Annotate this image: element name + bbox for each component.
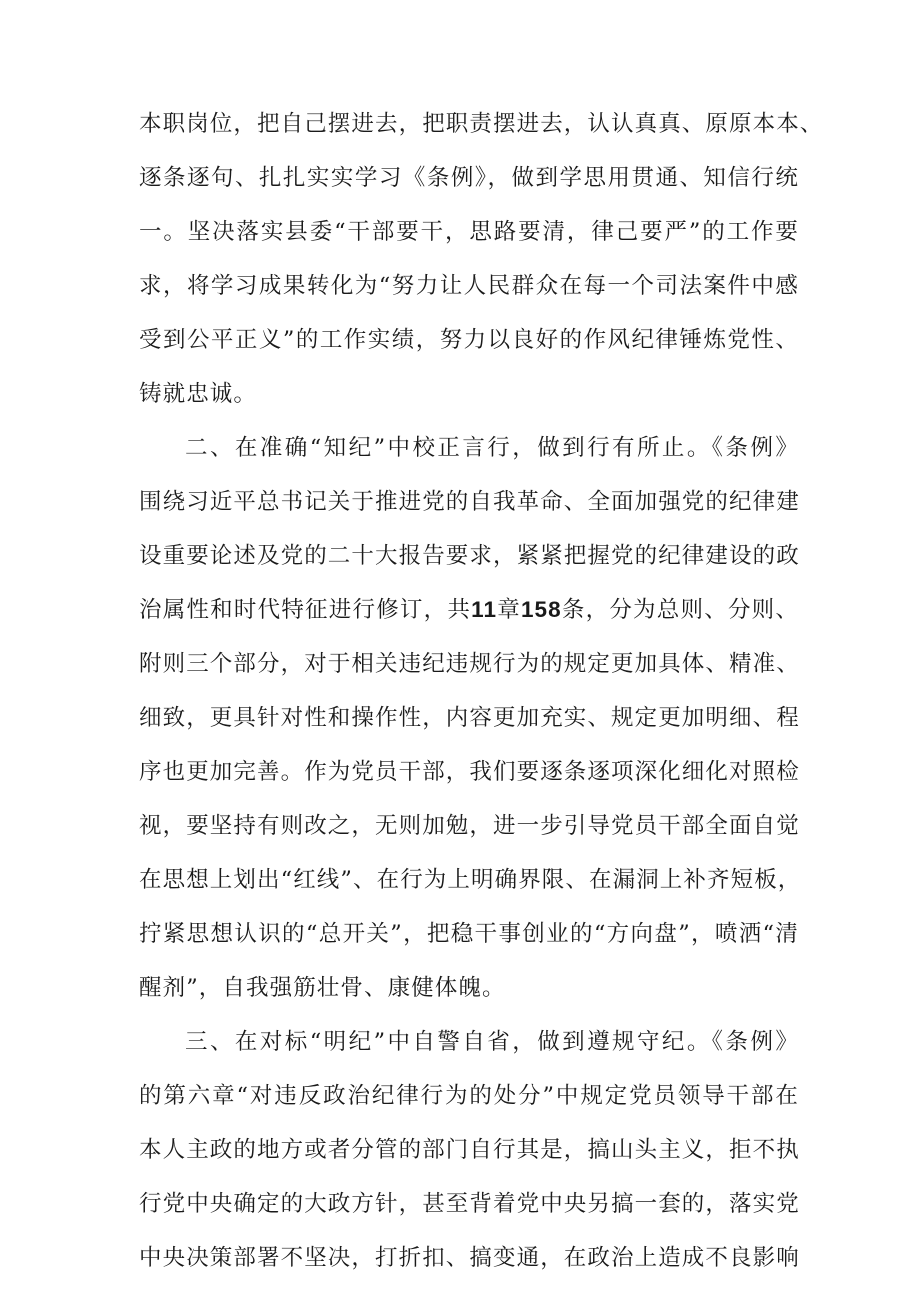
text-line: 醒剂”，自我强筋壮骨、康健体魄。 [139, 975, 506, 1001]
text-line: 拧紧思想认识的“总开关”，把稳干事创业的“方向盘”，喷洒“清 [139, 921, 799, 947]
text-line: 在思想上划出“红线”、在行为上明确界限、在漏洞上补齐短板， [139, 867, 802, 893]
text-line: 二、在准确“知纪”中校正言行，做到行有所止。《条例》 [185, 435, 799, 461]
text-line: 逐条逐句、扎扎实实学习《条例》，做到学思用贯通、知信行统 [139, 165, 799, 191]
numeric-text: 11 [471, 597, 498, 622]
text-line: 求，将学习成果转化为“努力让人民群众在每一个司法案件中感 [139, 273, 799, 299]
text-line: 一。坚决落实县委“干部要干，思路要清，律己要严”的工作要 [139, 219, 799, 245]
text-line: 序也更加完善。作为党员干部，我们要逐条逐项深化细化对照检 [139, 759, 800, 785]
text-line: 中央决策部署不坚决，打折扣、搞变通，在政治上造成不良影响 [139, 1245, 800, 1271]
text-line: 视，要坚持有则改之，无则加勉，进一步引导党员干部全面自觉 [139, 813, 800, 839]
text-line: 设重要论述及党的二十大报告要求，紧紧把握党的纪律建设的政 [139, 543, 800, 569]
text-line: 围绕习近平总书记关于推进党的自我革命、全面加强党的纪律建 [139, 489, 800, 515]
text-line: 细致，更具针对性和操作性，内容更加充实、规定更加明细、程 [139, 705, 800, 731]
text-line: 受到公平正义”的工作实绩，努力以良好的作风纪律锤炼党性、 [139, 327, 799, 353]
document-body [139, 97, 824, 1285]
text-line [139, 583, 799, 637]
text-line: 本职岗位，把自己摆进去，把职责摆进去，认认真真、原原本本、 [139, 111, 824, 137]
text-line: 附则三个部分，对于相关违纪违规行为的规定更加具体、精准、 [139, 651, 800, 677]
numeric-text: 158 [520, 597, 562, 622]
text-segment: 条，分为总则、分则、 [561, 597, 799, 623]
text-segment: 治属性和时代特征进行修订，共 [139, 597, 472, 623]
text-line: 行党中央确定的大政方针，甚至背着党中央另搞一套的，落实党 [139, 1191, 800, 1217]
text-line: 本人主政的地方或者分管的部门自行其是，搞山头主义，拒不执 [139, 1137, 800, 1163]
text-line: 的第六章“对违反政治纪律行为的处分”中规定党员领导干部在 [139, 1083, 799, 1109]
text-line: 三、在对标“明纪”中自警自省，做到遵规守纪。《条例》 [185, 1029, 799, 1055]
text-segment: 章 [497, 597, 521, 623]
text-line: 铸就忠诚。 [139, 381, 258, 407]
